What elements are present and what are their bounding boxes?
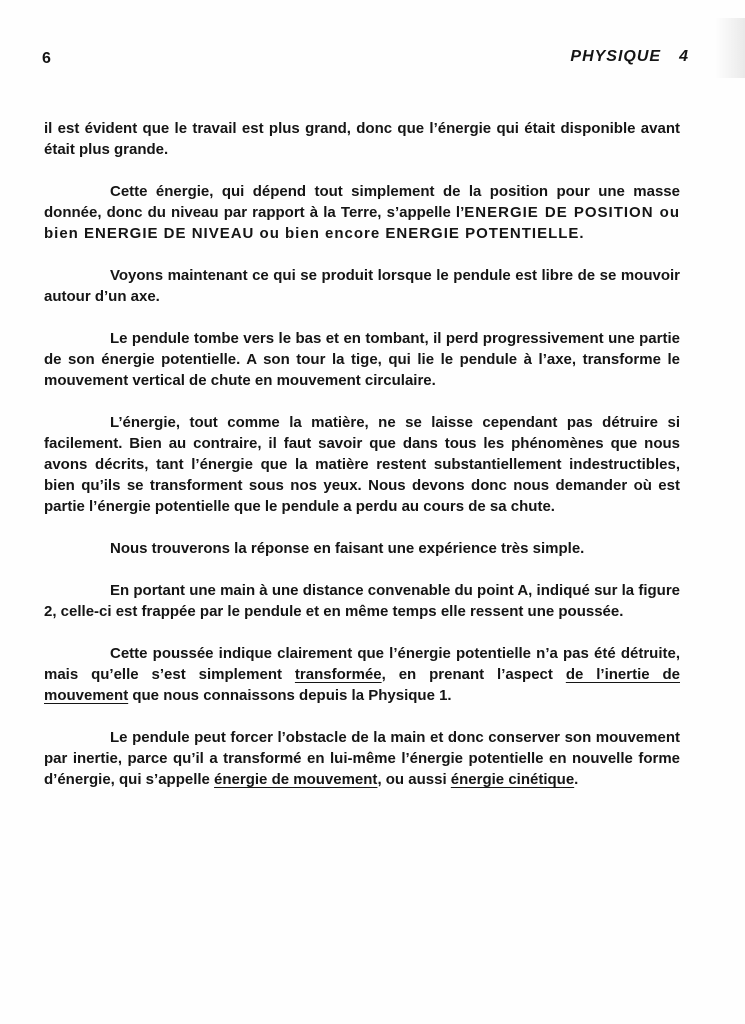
paragraph bbox=[44, 328, 680, 391]
header-title: PHYSIQUE bbox=[570, 48, 662, 65]
energy-terms: ENERGIE DE POSITION ou bien ENERGIE DE NIVEAU ou bien encore ENERGIE POTENTIELLE. bbox=[44, 204, 681, 242]
paragraph bbox=[44, 265, 680, 307]
paragraph-text: . bbox=[574, 771, 579, 788]
paragraph-text: Cette énergie, qui dépend tout simplement de la position pour une masse donnée, donc du niveau par rapport à la Terre, s’appelle l’ bbox=[44, 183, 680, 221]
paragraph-text: Le pendule tombe vers le bas et en tombant, il perd progressivement une partie de son énergie potentielle. A son tour la tige, qui lie le pendule à l’axe, transforme le mouvement vertical de chute en mouvement circulaire. bbox=[44, 330, 680, 389]
paragraph-text: Nous trouverons la réponse en faisant une expérience très simple. bbox=[110, 540, 585, 557]
paragraph-text: il est évident que le travail est plus grand, donc que l’énergie qui était disponible avant était plus grande. bbox=[44, 120, 680, 158]
underlined-term: de l’inertie de mouvement bbox=[44, 666, 680, 704]
paragraph bbox=[44, 643, 680, 706]
underlined-term: énergie de mouvement bbox=[214, 771, 378, 788]
body-text bbox=[44, 118, 680, 811]
paragraph-text: En portant une main à une distance convenable du point A, indiqué sur la figure 2, celle-ci est frappée par le pendule et en même temps elle ressent une poussée. bbox=[44, 582, 680, 620]
paragraph bbox=[44, 538, 680, 559]
page-corner-shadow bbox=[715, 18, 745, 78]
running-header bbox=[570, 48, 689, 66]
paragraph-text: , ou aussi bbox=[377, 771, 451, 788]
paragraph-text: , en prenant l’aspect bbox=[381, 666, 566, 683]
underlined-term: transformée bbox=[294, 666, 382, 683]
paragraph-text: Voyons maintenant ce qui se produit lorsque le pendule est libre de se mouvoir autour d’un axe. bbox=[44, 267, 680, 305]
paragraph-text: Le pendule peut forcer l’obstacle de la main et donc conserver son mouvement par inertie, parce qu’il a transformé en lui-même l’énergie potentielle en nouvelle forme d’énergie, qui s’appelle bbox=[44, 729, 680, 788]
paragraph bbox=[44, 118, 680, 160]
paragraph bbox=[44, 181, 680, 244]
paragraph-text: Cette poussée indique clairement que l’énergie potentielle n’a pas été détruite, mais qu’elle s’est simplement bbox=[44, 645, 680, 683]
paragraph bbox=[44, 580, 680, 622]
paragraph-text: L’énergie, tout comme la matière, ne se laisse cependant pas détruire si facilement. Bien au contraire, il faut savoir que dans tous les phénomènes que nous avons décrits, tant l’énergie que la matière restent substantiellement indestructibles, bien qu’ils se transforment sous nos yeux. Nous devons donc nous demander où est partie l’énergie potentielle que le pendule a perdu au cours de sa chute. bbox=[44, 414, 680, 515]
paragraph bbox=[44, 412, 680, 517]
paragraph bbox=[44, 727, 680, 790]
header-volume: 4 bbox=[679, 48, 689, 65]
paragraph-text: que nous connaissons depuis la Physique 1. bbox=[128, 687, 452, 704]
page-number: 6 bbox=[42, 50, 51, 67]
underlined-term: énergie cinétique bbox=[450, 771, 575, 788]
